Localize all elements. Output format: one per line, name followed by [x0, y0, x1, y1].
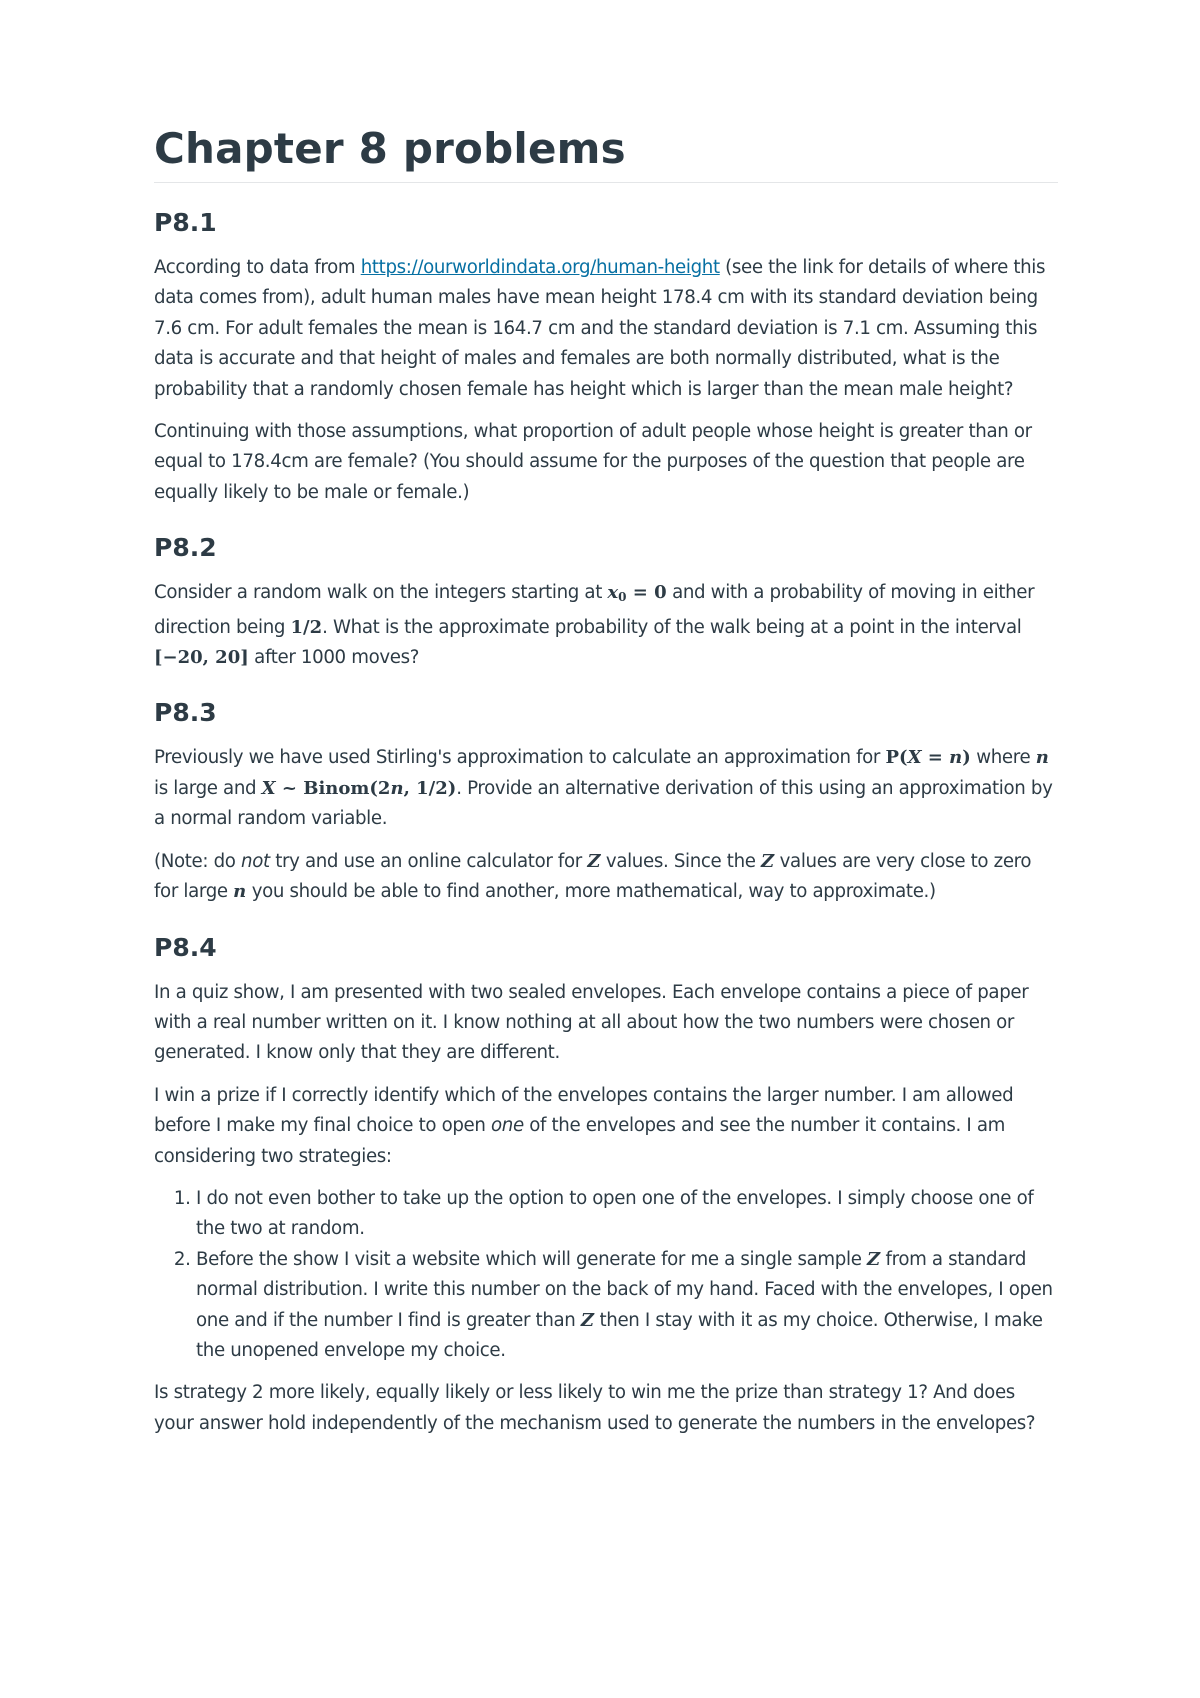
text: According to data from	[154, 257, 361, 278]
problem-8-4-paragraph-2	[154, 1081, 1058, 1172]
human-height-link[interactable]: https://ourworldindata.org/human-height	[360, 257, 720, 278]
emphasis: not	[241, 850, 270, 872]
text: I win a prize if I correctly identify which of the envelopes contains the larger number. I am allowed before I make my final choice to open	[154, 1084, 1014, 1137]
strategy-list	[154, 1184, 1058, 1366]
math-probability: P(X = n)	[885, 747, 971, 769]
problem-8-4-paragraph-3: Is strategy 2 more likely, equally likely or less likely to win me the prize than strategy 1? And does your answer hold independently of the mechanism used to generate the numbers in the envelopes?	[154, 1382, 1036, 1434]
problem-heading-8-4: P8.4	[154, 932, 217, 962]
text: (Note: do	[154, 850, 242, 872]
list-item	[196, 1245, 1058, 1367]
math-binomial: X ~ Binom(2n, 1/2)	[261, 777, 457, 799]
math-x0: $x_0 = 0$	[607, 582, 667, 605]
math-n: n	[1035, 747, 1049, 769]
text: . Provide an alternative derivation of this using an approximation by a normal random variable.	[154, 777, 1053, 830]
text: (see the link for details of where this data comes from), adult human males have mean height 178.4 cm with its standard deviation being 7.6 cm. For adult females the mean is 164.7 cm and the standard deviation is 7.1 cm. Assuming this data is accurate and that height of males and females are both normally distributed, what is the probability that a randomly chosen female has height which is larger than the mean male height?	[154, 257, 1046, 400]
text: values. Since the	[600, 850, 762, 872]
text: Before the show I visit a website which will generate for me a single sample	[196, 1248, 867, 1270]
text: and with a probability of moving in either direction being	[154, 582, 1035, 638]
problem-heading-8-1: P8.1	[154, 208, 217, 237]
math-z: Z	[580, 1309, 595, 1331]
problem-8-1-paragraph-2: Continuing with those assumptions, what proportion of adult people whose height is greater than or equal to 178.4cm are female? (You should assume for the purposes of the question that people are equally likely to be male or female.)	[154, 421, 1032, 503]
text: Previously we have used Stirling's approximation to calculate an approximation for	[154, 747, 886, 769]
math-half: 1/2	[290, 616, 323, 638]
math-z: Z	[587, 850, 601, 872]
problem-8-2-paragraph	[154, 578, 1058, 673]
problem-8-3-note	[154, 847, 1058, 908]
text: you should be able to find another, more mathematical, way to approximate.)	[246, 881, 936, 903]
math-n: n	[233, 881, 247, 903]
text: Consider a random walk on the integers starting at	[154, 582, 608, 604]
problem-8-1-paragraph-1	[154, 253, 1058, 405]
problem-heading-8-2: P8.2	[154, 533, 217, 563]
math-z: Z	[761, 850, 775, 872]
text: . What is the approximate probability of the walk being at a point in the interval	[322, 616, 1022, 638]
list-item: 1. I do not even bother to take up the option to open one of the envelopes. I simply choose one of the two at random.	[196, 1184, 1058, 1245]
text: try and use an online calculator for	[269, 850, 588, 872]
text: then I stay with it as my choice. Otherwise, I make the unopened envelope my choice.	[196, 1309, 1043, 1361]
math-interval: [−20, 20]	[154, 647, 249, 669]
emphasis: one	[491, 1115, 524, 1137]
problem-8-4-paragraph-1: In a quiz show, I am presented with two sealed envelopes. Each envelope contains a piece of paper with a real number written on it. I know nothing at all about how the two numbers were chosen or generated. I know only that they are different.	[154, 981, 1029, 1064]
page-title: Chapter 8 problems	[154, 122, 1058, 183]
text: of the envelopes and see the number it contains. I am considering two strategies:	[154, 1115, 1006, 1167]
text: where	[970, 747, 1036, 769]
problem-heading-8-3: P8.3	[154, 698, 217, 728]
text: values are very close to zero for large	[154, 850, 1032, 903]
problem-8-3-paragraph-1	[154, 743, 1058, 834]
text: from a standard normal distribution. I write this number on the back of my hand. Faced with the envelopes, I open one and if the number I find is greater than	[196, 1248, 1053, 1331]
math-z: Z	[866, 1248, 881, 1270]
text: is large and	[154, 777, 262, 799]
text: after 1000 moves?	[248, 647, 420, 669]
